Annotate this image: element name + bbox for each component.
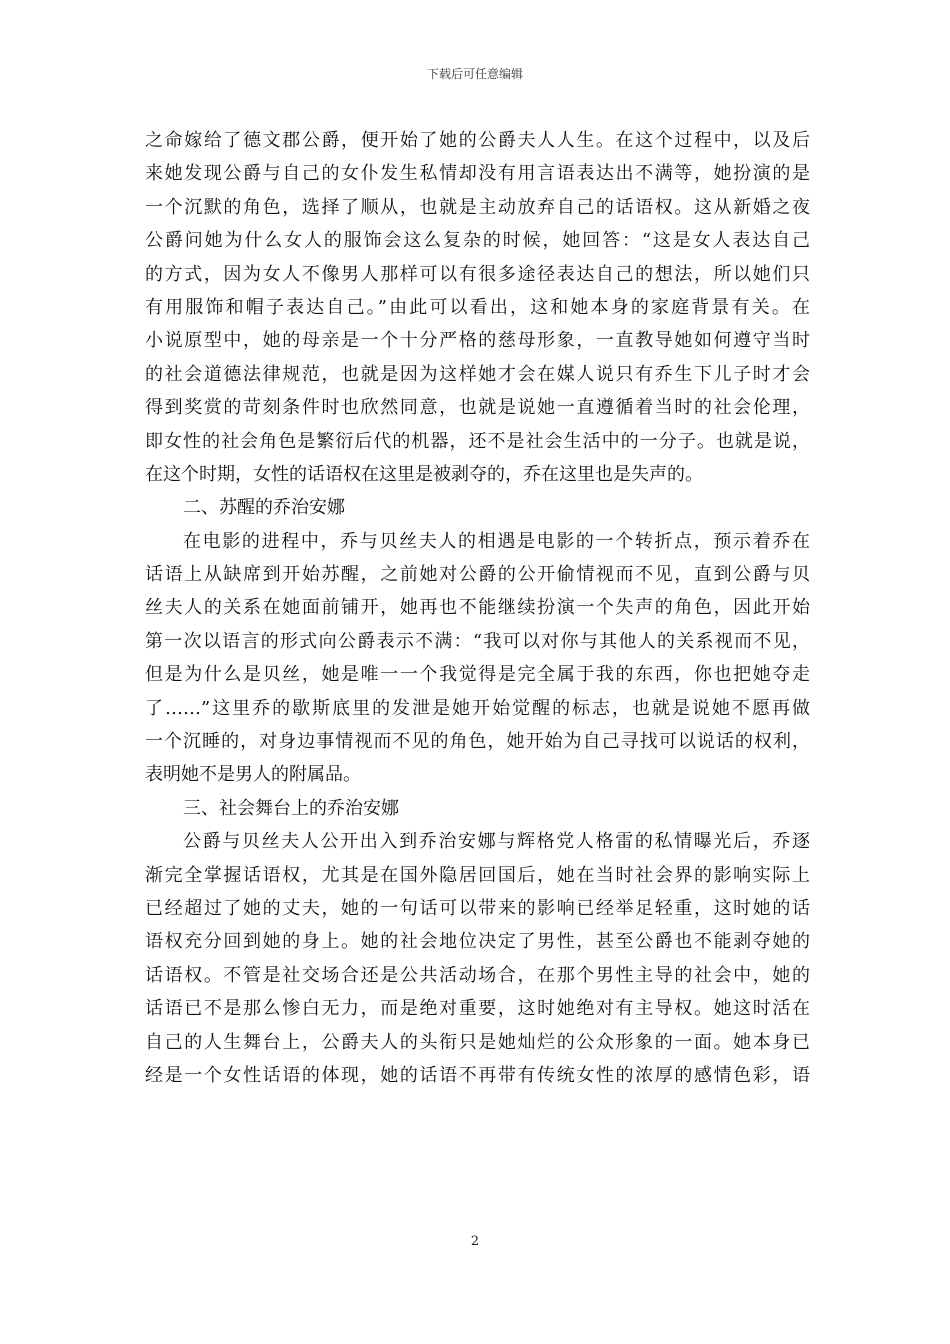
text-line: 的社会道德法律规范，也就是因为这样她才会在媒人说只有乔生下儿子时才会 (145, 363, 810, 385)
text-line: 第一次以语言的形式向公爵表示不满：“我可以对你与其他人的关系视而不见， (145, 630, 810, 652)
paragraph (145, 825, 810, 1092)
document-body (145, 124, 810, 1092)
text-line: 话语权。不管是社交场合还是公共活动场合，在那个男性主导的社会中，她的 (145, 964, 810, 986)
text-line: 渐完全掌握话语权，尤其是在国外隐居回国后，她在当时社会界的影响实际上 (145, 864, 810, 886)
text-line: 的方式，因为女人不像男人那样可以有很多途径表达自己的想法，所以她们只 (145, 263, 810, 285)
paragraph (145, 124, 810, 491)
text-line: 但是为什么是贝丝，她是唯一一个我觉得是完全属于我的东西，你也把她夺走 (145, 664, 810, 686)
text-line: 小说原型中，她的母亲是一个十分严格的慈母形象，一直教导她如何遵守当时 (145, 330, 810, 352)
text-line: 之命嫁给了德文郡公爵，便开始了她的公爵夫人人生。在这个过程中，以及后 (145, 130, 810, 151)
text-line: 来她发现公爵与自己的女仆发生私情却没有用言语表达出不满等，她扮演的是 (145, 163, 810, 185)
text-line: 经是一个女性话语的体现，她的话语不再带有传统女性的浓厚的感情色彩，语 (145, 1064, 810, 1086)
page-number: 2 (470, 1234, 480, 1249)
text-line: 公爵与贝丝夫人公开出入到乔治安娜与辉格党人格雷的私情曝光后，乔逐 (183, 831, 810, 853)
text-line: 表明她不是男人的附属品。 (145, 764, 361, 786)
text-line: 得到奖赏的苛刻条件时也欣然同意，也就是说她一直遵循着当时的社会伦理， (145, 397, 810, 419)
heading-text: 二、苏醒的乔治安娜 (183, 497, 345, 519)
text-line: 一个沉睡的，对身边事情视而不见的角色，她开始为自己寻找可以说话的权利， (145, 731, 810, 753)
text-line: 话语已不是那么惨白无力，而是绝对重要，这时她绝对有主导权。她这时活在 (145, 998, 810, 1020)
section-heading (145, 792, 810, 825)
text-line: 一个沉默的角色，选择了顺从，也就是主动放弃自己的话语权。这从新婚之夜 (145, 196, 810, 218)
text-line: 了……”这里乔的歇斯底里的发泄是她开始觉醒的标志，也就是说她不愿再做 (145, 697, 810, 719)
text-line: 已经超过了她的丈夫，她的一句话可以带来的影响已经举足轻重，这时她的话 (145, 897, 810, 919)
text-line: 即女性的社会角色是繁衍后代的机器，还不是社会生活中的一分子。也就是说， (145, 430, 810, 452)
text-line: 在这个时期，女性的话语权在这里是被剥夺的，乔在这里也是失声的。 (145, 463, 703, 485)
text-line: 丝夫人的关系在她面前铺开，她再也不能继续扮演一个失声的角色，因此开始 (145, 597, 810, 619)
text-line: 话语上从缺席到开始苏醒，之前她对公爵的公开偷情视而不见，直到公爵与贝 (145, 564, 810, 586)
section-heading (145, 491, 810, 524)
text-line: 在电影的进程中，乔与贝丝夫人的相遇是电影的一个转折点，预示着乔在 (183, 530, 810, 552)
text-line: 语权充分回到她的身上。她的社会地位决定了男性，甚至公爵也不能剥夺她的 (145, 931, 810, 953)
paragraph (145, 525, 810, 792)
page-header: 下载后可任意编辑 (426, 67, 523, 81)
heading-text: 三、社会舞台上的乔治安娜 (183, 797, 399, 819)
text-line: 有用服饰和帽子表达自己。”由此可以看出，这和她本身的家庭背景有关。在 (145, 296, 810, 318)
text-line: 公爵问她为什么女人的服饰会这么复杂的时候，她回答：“这是女人表达自己 (145, 230, 810, 252)
text-line: 自己的人生舞台上，公爵夫人的头衔只是她灿烂的公众形象的一面。她本身已 (145, 1031, 810, 1053)
